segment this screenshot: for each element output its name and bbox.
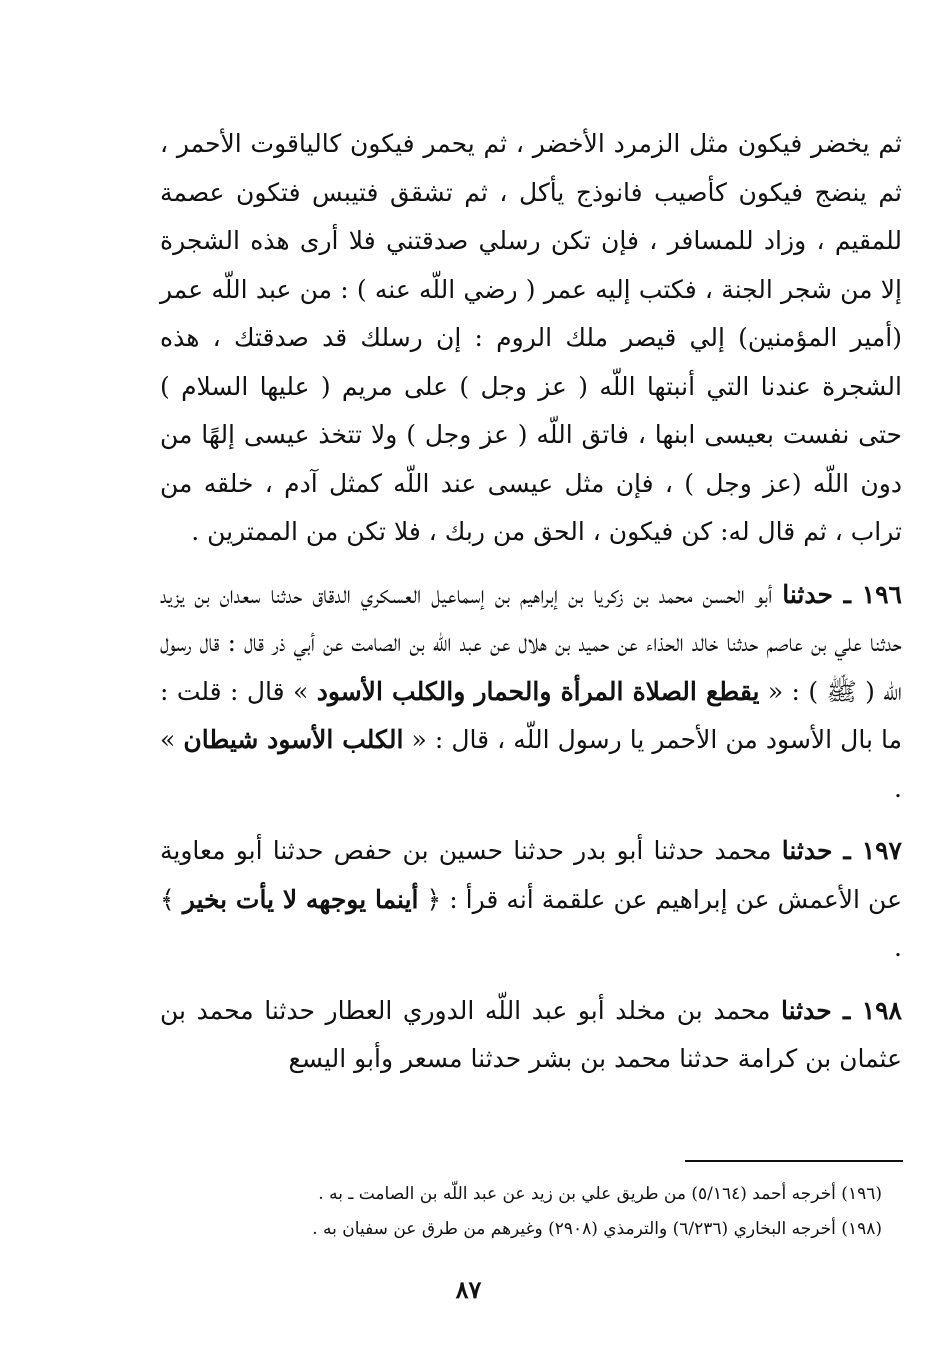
hadith-198-isnad: محمد بن مخلد أبو عبد اللّه الدوري العطار حدثنا محمد بن عثمان بن كرامة حدثنا محمد بن بشر حدثنا مسعر وأبو اليسع	[160, 995, 902, 1073]
hadith-198	[160, 987, 902, 1084]
footnote-198: (١٩٨) أخرجه البخاري (٦/٢٣٦) والترمذي (٢٩٠٨) وغيرهم من طرق عن سفيان به .	[312, 1219, 882, 1239]
page-number: ٨٧	[455, 1275, 482, 1304]
hadith-196	[160, 571, 902, 814]
footnote-196: (١٩٦) أخرجه أحمد (٥/١٦٤) من طريق علي بن زيد عن عبد اللّه بن الصامت ـ به .	[318, 1184, 882, 1204]
hadith-197-quote: أينما يوجهه لا يأت بخير	[182, 884, 419, 914]
hadith-197-label: ١٩٧ ـ حدثنا	[781, 836, 902, 865]
footnotes	[160, 1177, 882, 1247]
hadith-196-quote-1: يقطع الصلاة المرأة والحمار والكلب الأسود	[316, 676, 760, 706]
hadith-198-label: ١٩٨ ـ حدثنا	[781, 995, 902, 1025]
hadith-196-middle: » قال : قلت : ما بال الأسود من الأحمر يا رسول اللّه ، قال : «	[160, 676, 902, 754]
footnote-divider	[685, 1160, 903, 1162]
hadith-196-end: » .	[160, 725, 902, 803]
hadith-196-quote-2: الكلب الأسود شيطان	[183, 725, 404, 754]
hadith-196-isnad: أبو الحسن محمد بن زكريا بن إبراهيم بن إسماعيل العسكري الدقاق حدثنا سعدان بن يزيد حدثنا علي بن عاصم حدثنا خالد الحذاء عن حميد بن هلال عن عبد اللّه بن الصامت عن أبي ذر قال : قال رسول اللّه ( ﷺ ) : «	[160, 579, 902, 706]
hadith-197	[160, 827, 902, 973]
hadith-197-end: ﴾ .	[160, 884, 902, 962]
hadith-196-label: ١٩٦ ـ حدثنا	[782, 579, 902, 609]
main-text	[160, 120, 902, 1084]
hadith-197-isnad: محمد حدثنا أبو بدر حدثنا حسين بن حفص حدثنا أبو معاوية عن الأعمش عن إبراهيم عن علقمة أنه قرأ : ﴿	[160, 836, 902, 914]
continuation-paragraph: ثم يخضر فيكون مثل الزمرد الأخضر ، ثم يحمر فيكون كالياقوت الأحمر ، ثم ينضج فيكون كأصيب فانوذج يأكل ، ثم تشقق فتيبس فتكون عصمة للمقيم ، وزاد للمسافر ، فإن تكن رسلي صدقتني فلا أرى هذه الشجرة إلا من شجر الجنة ، فكتب إليه عمر ( رضي اللّه عنه ) : من عبد اللّه عمر (أمير المؤمنين) إلي قيصر ملك الروم : إن رسلك قد صدقتك ، هذه الشجرة عندنا التي أنبتها اللّه ( عز وجل ) على مريم ( عليها السلام ) حتى نفست بعيسى ابنها ، فاتق اللّه ( عز وجل ) ولا تتخذ عيسى إلهًا من دون اللّه (عز وجل ) ، فإن مثل عيسى عند اللّه كمثل آدم ، خلقه من تراب ، ثم قال له: كن فيكون ، الحق من ربك ، فلا تكن من الممترين .	[160, 129, 902, 546]
